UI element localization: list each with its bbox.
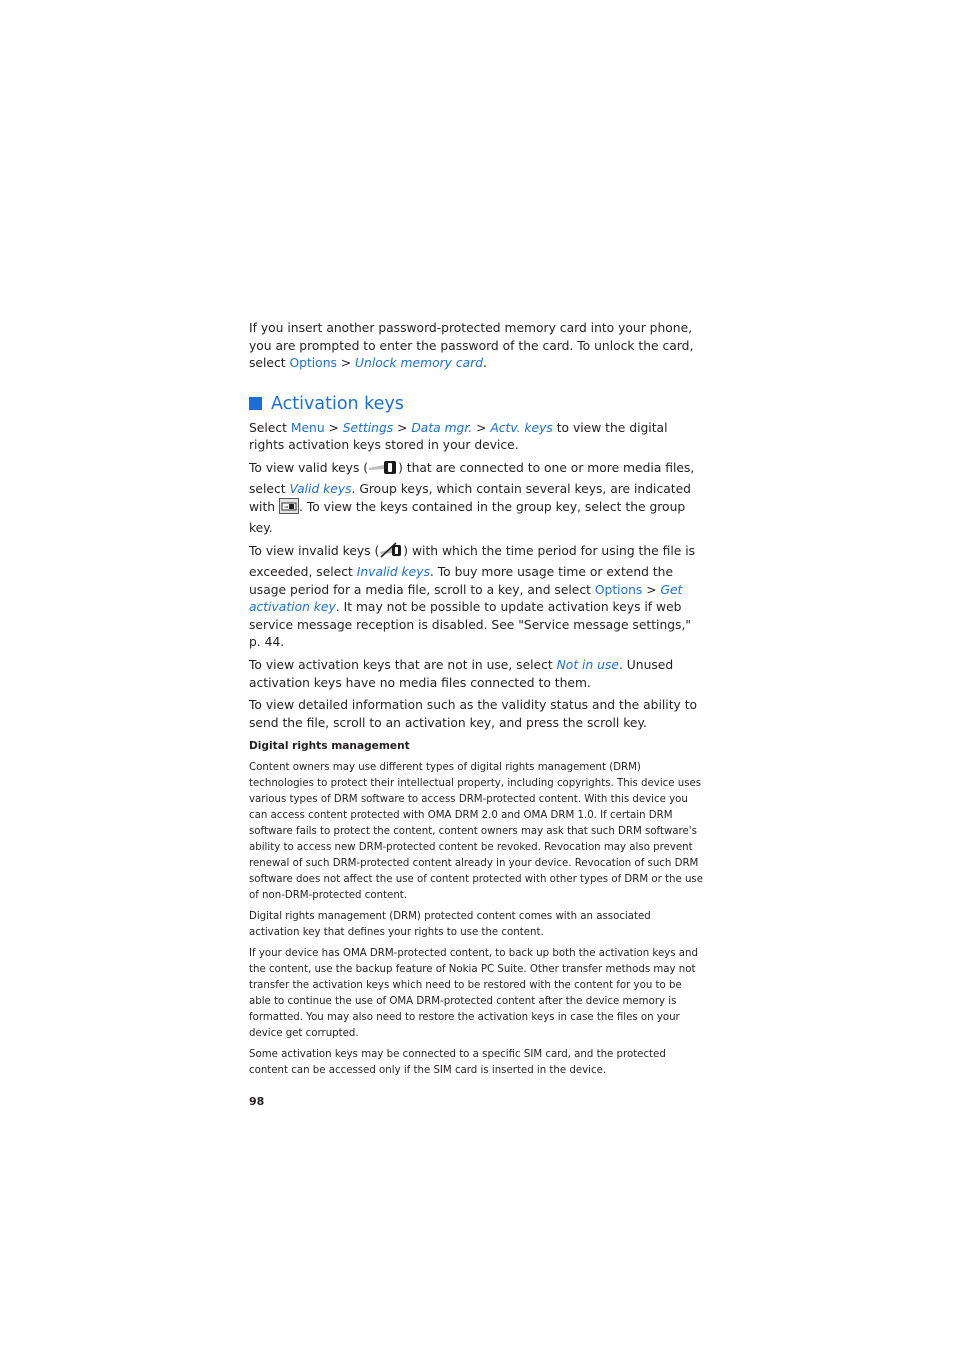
drm-paragraph: If your device has OMA DRM-protected content, to back up both the activation keys and the content, use the backup feature of Nokia PC Suite. Other transfer methods may not transfer the activation keys which need to be restored with the content for you to be able to continue the use of OMA DRM-protected content after the device memory is formatted. You may also need to restore the activation keys in case the files on your device get corrupted. [249,948,698,1040]
invalid-key-icon [379,542,403,564]
get-activation-key-option: Get activation key [249,582,683,615]
page-number: 98 [249,1095,265,1109]
options-link: Options [594,582,643,597]
separator: > [393,420,412,435]
separator: > [642,582,661,597]
actv-keys-option: Actv. keys [490,420,553,435]
data-mgr-option: Data mgr. [411,420,473,435]
separator: > [324,420,343,435]
separator: > [336,356,356,371]
text: . To buy more usage time or extend the usage period for a media file, scroll to a key, and select [249,564,674,597]
valid-key-icon [368,460,398,481]
text: To view invalid keys ( [249,544,380,559]
invalid-keys-paragraph [249,542,703,652]
drm-subheading: Digital rights management [249,740,410,753]
text: To view valid keys ( [249,460,369,475]
text: To view activation keys that are not in use, select [249,657,557,672]
heading-square-bullet [249,397,262,410]
settings-option: Settings [342,420,394,435]
valid-keys-paragraph [249,460,703,537]
invalid-keys-option: Invalid keys [356,564,430,579]
separator: > [472,420,491,435]
valid-keys-option: Valid keys [289,481,352,496]
drm-paragraph: Digital rights management (DRM) protected content comes with an associated activation key that defines your rights to use the content. [249,911,651,939]
text: . To view the keys contained in the group key, select the group key. [249,500,686,535]
menu-link: Menu [290,420,325,435]
drm-paragraph: Some activation keys may be connected to a specific SIM card, and the protected content can be accessed only if the SIM card is inserted in the device. [249,1049,666,1077]
not-in-use-paragraph [249,657,703,692]
intro-paragraph [249,320,703,373]
heading-text: Activation keys [271,393,404,414]
text: ) with which the time period for using the file is exceeded, select [249,544,696,579]
text: . Group keys, which contain several keys, are indicated with [249,481,691,515]
not-in-use-option: Not in use [556,657,619,672]
unlock-memory-card-option: Unlock memory card [355,356,484,371]
manual-page [249,320,703,1108]
text: to view the digital rights activation keys stored in your device. [249,420,668,453]
text: Select [249,420,291,435]
text: ) that are connected to one or more media files, select [249,460,695,496]
options-link: Options [289,356,337,371]
section-heading [249,393,703,415]
period: . [483,356,487,371]
drm-paragraph: Content owners may use different types of digital rights management (DRM) technologies to protect their intellectual property, including copyrights. This device uses various types of DRM software to access DRM-protected content. With this device you can access content protected with OMA DRM 2.0 and OMA DRM 1.0. If certain DRM software fails to protect the content, content owners may ask that such DRM software's ability to access new DRM-protected content be revoked. Revocation may also prevent renewal of such DRM-protected content already in your device. Revocation of such DRM software does not affect the use of content protected with other types of DRM or the use of non-DRM-protected content. [249,762,703,902]
select-path-paragraph [249,420,703,455]
text: . It may not be possible to update activation keys if web service message reception is disabled. See "Service message settings," p. 44. [249,600,692,650]
text: . Unused activation keys have no media files connected to them. [249,657,674,690]
group-key-icon [279,498,299,520]
details-paragraph: To view detailed information such as the validity status and the ability to send the file, scroll to an activation key, and press the scroll key. [249,698,698,730]
intro-text: If you insert another password-protected memory card into your phone, you are prompted to enter the password of the card. To unlock the card, select [249,321,694,371]
